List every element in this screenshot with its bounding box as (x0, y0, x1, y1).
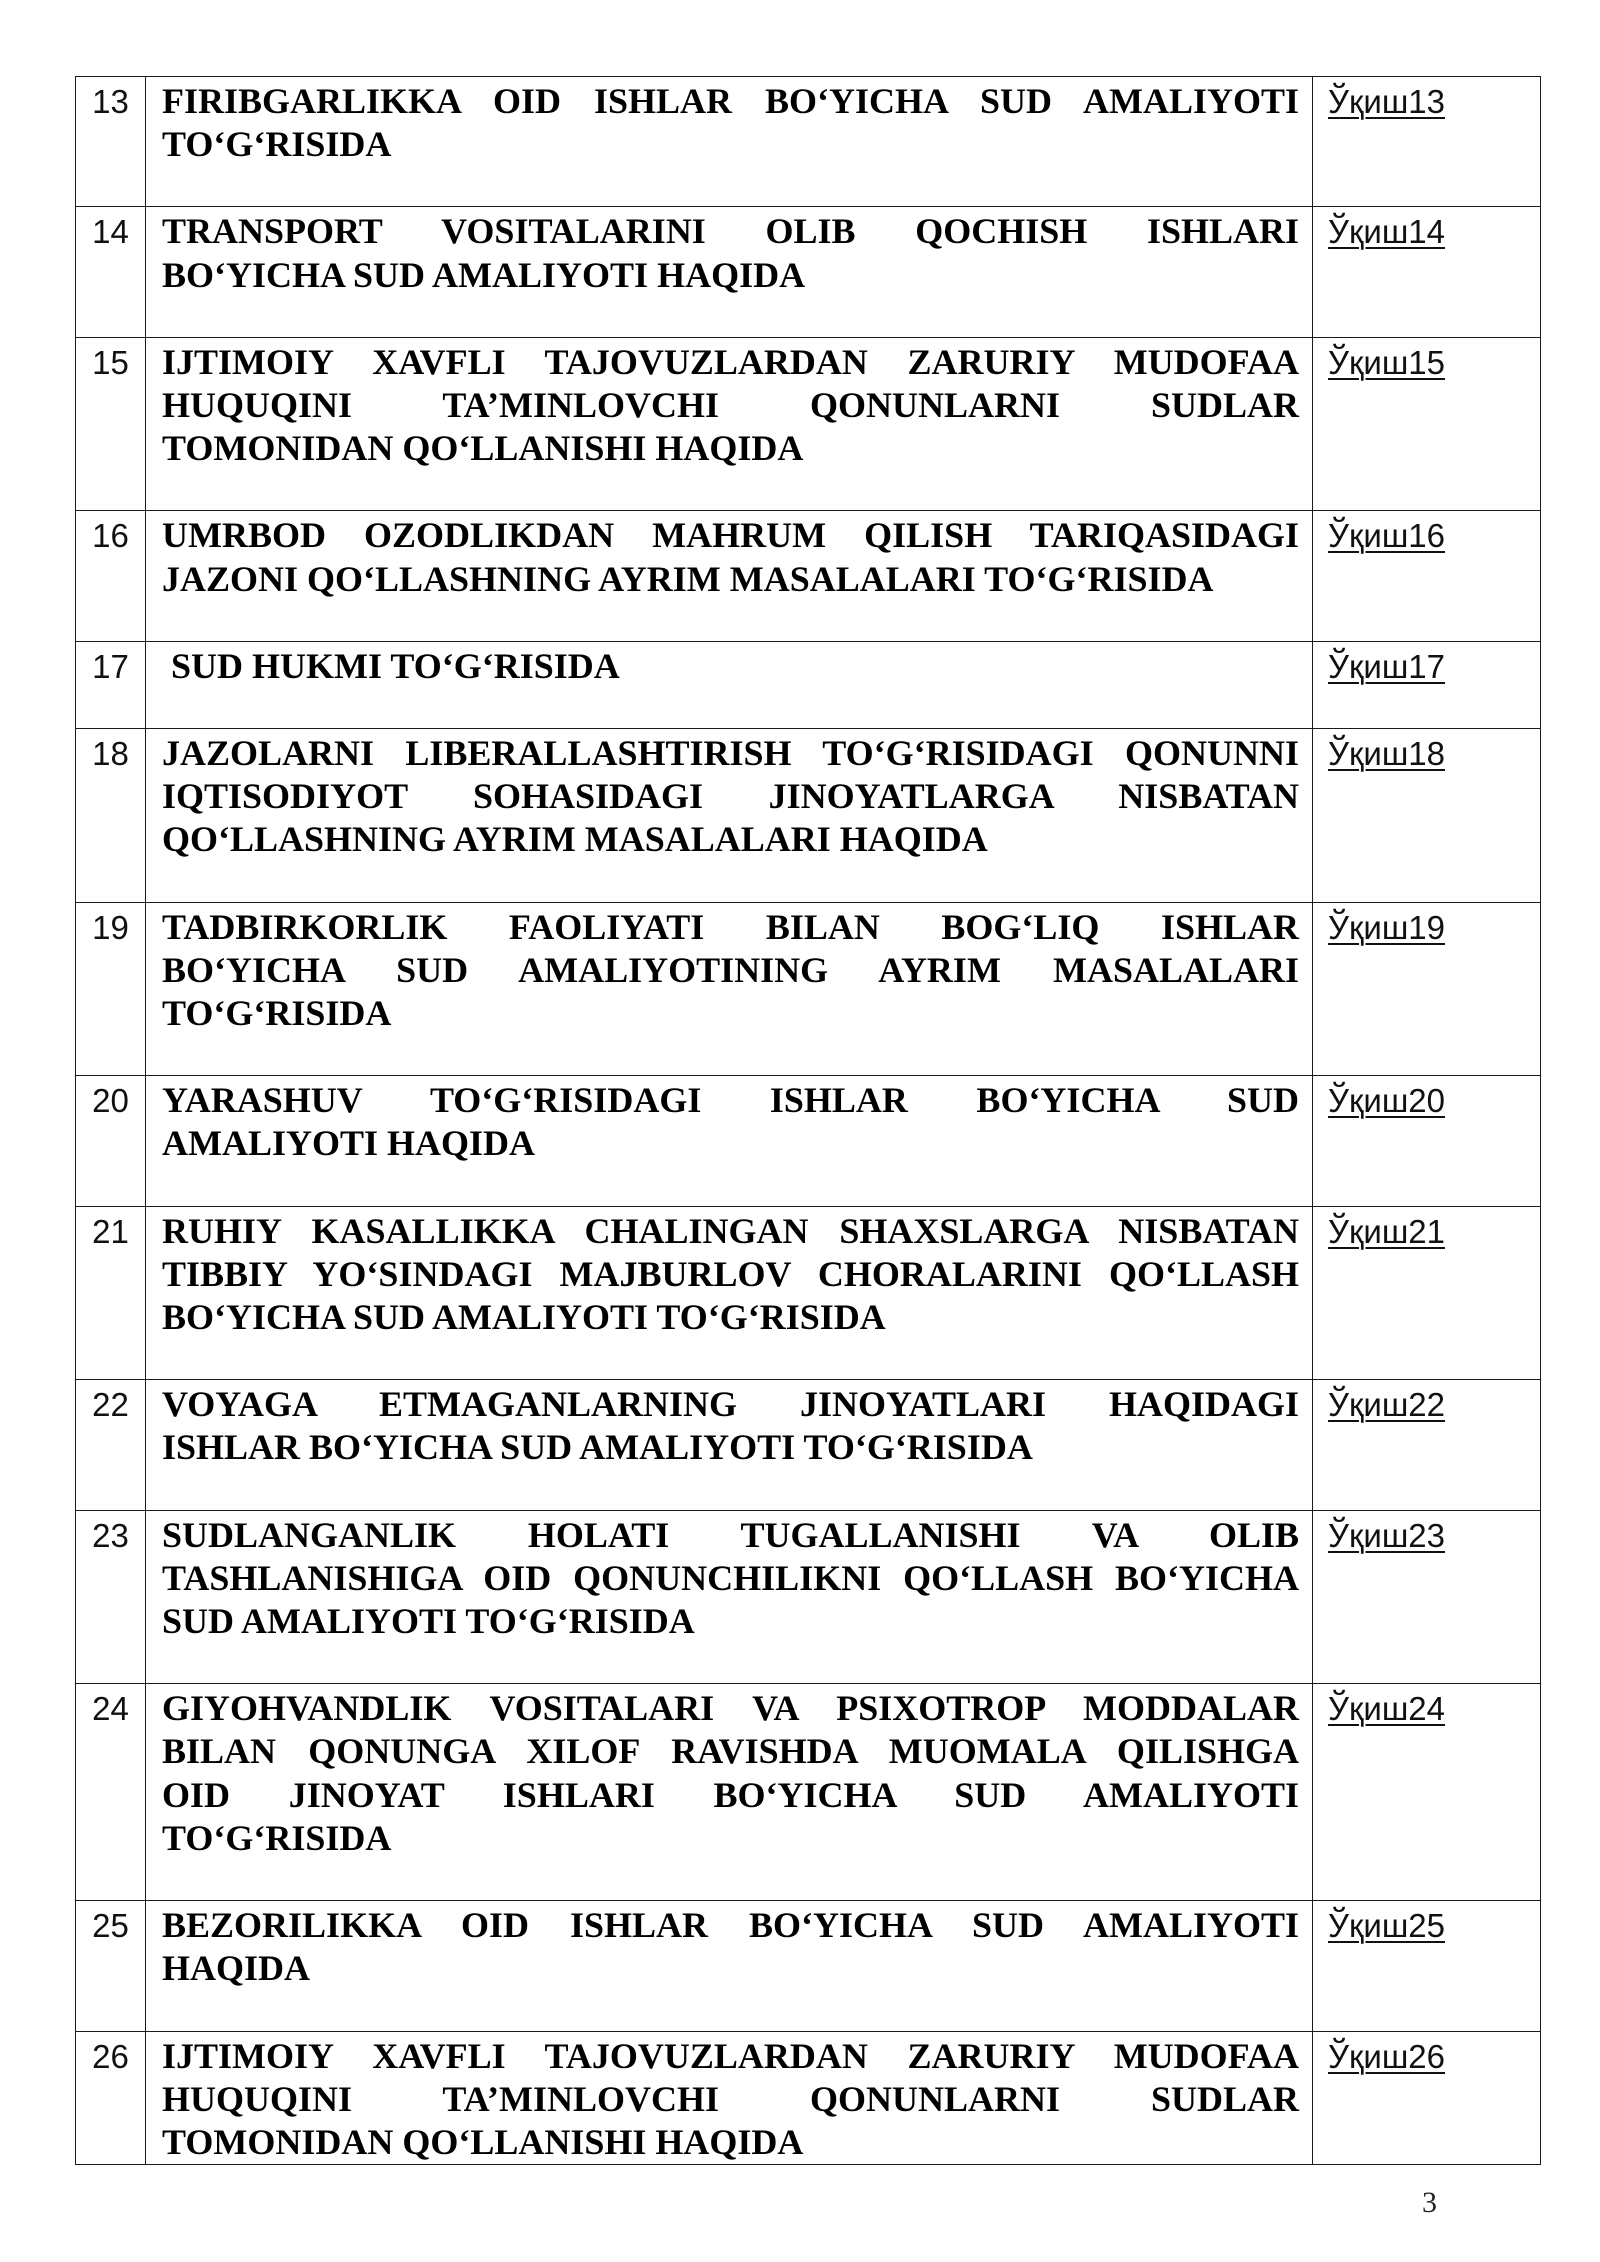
row-title-line: HUQUQINI TA’MINLOVCHI QONUNLARNI SUDLAR (162, 385, 1299, 426)
row-number: 23 (76, 1510, 146, 1684)
read-link[interactable]: Ўқиш13 (1328, 83, 1446, 120)
row-number: 14 (76, 207, 146, 337)
row-number: 22 (76, 1380, 146, 1510)
row-link-cell (1313, 1380, 1541, 1510)
row-link-cell (1313, 207, 1541, 337)
read-link[interactable]: Ўқиш20 (1328, 1082, 1446, 1120)
row-title-line: HUQUQINI TA’MINLOVCHI QONUNLARNI SUDLAR (162, 2078, 1299, 2119)
row-number: 20 (76, 1076, 146, 1206)
row-title-line: SUD HUKMI TO‘G‘RISIDA (162, 645, 620, 686)
table-row (76, 207, 1541, 337)
table-row (76, 729, 1541, 903)
row-link-cell (1313, 77, 1541, 207)
read-link[interactable]: Ўқиш19 (1328, 908, 1446, 946)
row-title-line: IJTIMOIY XAVFLI TAJOVUZLARDAN ZARURIY MUDOFAA (162, 2035, 1299, 2076)
table-row (76, 641, 1541, 728)
row-title-line: OID JINOYAT ISHLARI BO‘YICHA SUD AMALIYOTI (162, 1774, 1299, 1815)
row-link-cell (1313, 2031, 1541, 2165)
row-title-line: BO‘YICHA SUD AMALIYOTI HAQIDA (162, 254, 806, 295)
table-row (76, 337, 1541, 511)
row-title-line: FIRIBGARLIKKA OID ISHLAR BO‘YICHA SUD AMALIYOTI (162, 81, 1299, 121)
row-number: 13 (76, 77, 146, 207)
table-row (76, 1206, 1541, 1380)
row-title (146, 1380, 1313, 1510)
rulings-table-body (76, 77, 1541, 2165)
table-row (76, 511, 1541, 641)
read-link[interactable]: Ўқиш21 (1328, 1212, 1446, 1250)
read-link[interactable]: Ўқиш18 (1328, 735, 1446, 773)
row-title-line: TRANSPORT VOSITALARINI OLIB QOCHISH ISHLARI (162, 211, 1299, 252)
row-title (146, 207, 1313, 337)
read-link[interactable]: Ўқиш23 (1328, 1516, 1446, 1554)
row-title (146, 511, 1313, 641)
row-title-line: TADBIRKORLIK FAOLIYATI BILAN BOG‘LIQ ISHLAR (162, 906, 1299, 947)
row-number: 16 (76, 511, 146, 641)
row-title-line: BILAN QONUNGA XILOF RAVISHDA MUOMALA QILISHGA (162, 1731, 1299, 1772)
row-title-line: YARASHUV TO‘G‘RISIDAGI ISHLAR BO‘YICHA SUD (162, 1080, 1299, 1121)
row-title-line: BEZORILIKKA OID ISHLAR BO‘YICHA SUD AMALIYOTI (162, 1905, 1299, 1946)
row-link-cell (1313, 1684, 1541, 1901)
row-title-line: JAZOLARNI LIBERALLASHTIRISH TO‘G‘RISIDAGI QONUNNI (162, 733, 1299, 774)
row-number: 15 (76, 337, 146, 511)
page-number: 3 (1422, 2186, 1437, 2219)
table-row (76, 77, 1541, 207)
row-title (146, 1684, 1313, 1901)
read-link[interactable]: Ўқиш24 (1328, 1690, 1446, 1728)
row-link-cell (1313, 641, 1541, 728)
read-link[interactable]: Ўқиш14 (1328, 213, 1446, 251)
row-title-line: HAQIDA (162, 1948, 311, 1989)
row-title-line: QO‘LLASHNING AYRIM MASALALARI HAQIDA (162, 819, 988, 860)
row-title (146, 2031, 1313, 2165)
row-title-line: TOMONIDAN QO‘LLANISHI HAQIDA (162, 428, 804, 469)
row-title-line: ISHLAR BO‘YICHA SUD AMALIYOTI TO‘G‘RISIDA (162, 1427, 1033, 1468)
read-link[interactable]: Ўқиш22 (1328, 1386, 1446, 1424)
row-link-cell (1313, 337, 1541, 511)
row-link-cell (1313, 1510, 1541, 1684)
row-title-line: BO‘YICHA SUD AMALIYOTINING AYRIM MASALALARI (162, 949, 1299, 990)
row-title (146, 902, 1313, 1076)
row-title-line: TO‘G‘RISIDA (162, 124, 392, 165)
table-row (76, 1380, 1541, 1510)
row-title (146, 1510, 1313, 1684)
table-row (76, 902, 1541, 1076)
row-title-line: TOMONIDAN QO‘LLANISHI HAQIDA (162, 2121, 804, 2162)
row-title-line: AMALIYOTI HAQIDA (162, 1123, 536, 1164)
row-title (146, 1206, 1313, 1380)
row-number: 18 (76, 729, 146, 903)
row-title-line: TO‘G‘RISIDA (162, 993, 392, 1034)
row-title-line: IJTIMOIY XAVFLI TAJOVUZLARDAN ZARURIY MUDOFAA (162, 341, 1299, 382)
table-row (76, 1901, 1541, 2031)
row-title-line: IQTISODIYOT SOHASIDAGI JINOYATLARGA NISBATAN (162, 776, 1299, 817)
row-title (146, 337, 1313, 511)
row-number: 19 (76, 902, 146, 1076)
document-page (75, 76, 1540, 2165)
row-title-line: TO‘G‘RISIDA (162, 1817, 392, 1858)
row-link-cell (1313, 902, 1541, 1076)
row-number: 21 (76, 1206, 146, 1380)
row-title-line: VOYAGA ETMAGANLARNING JINOYATLARI HAQIDAGI (162, 1384, 1299, 1425)
row-title-line: UMRBOD OZODLIKDAN MAHRUM QILISH TARIQASIDAGI (162, 515, 1299, 556)
row-title-line: BO‘YICHA SUD AMALIYOTI TO‘G‘RISIDA (162, 1297, 886, 1338)
row-number: 17 (76, 641, 146, 728)
row-title (146, 1076, 1313, 1206)
row-link-cell (1313, 1206, 1541, 1380)
read-link[interactable]: Ўқиш16 (1328, 517, 1446, 555)
table-row (76, 1510, 1541, 1684)
row-title-line: GIYOHVANDLIK VOSITALARI VA PSIXOTROP MODDALAR (162, 1688, 1299, 1729)
table-row (76, 2031, 1541, 2165)
row-link-cell (1313, 1076, 1541, 1206)
read-link[interactable]: Ўқиш26 (1328, 2037, 1446, 2075)
row-title (146, 729, 1313, 903)
row-link-cell (1313, 1901, 1541, 2031)
read-link[interactable]: Ўқиш25 (1328, 1907, 1446, 1945)
row-title-line: SUDLANGANLIK HOLATI TUGALLANISHI VA OLIB (162, 1514, 1299, 1555)
row-title-line: TIBBIY YO‘SINDAGI MAJBURLOV CHORALARINI QO‘LLASH (162, 1253, 1299, 1294)
row-title-line: RUHIY KASALLIKKA CHALINGAN SHAXSLARGA NISBATAN (162, 1210, 1299, 1251)
row-title-line: TASHLANISHIGA OID QONUNCHILIKNI QO‘LLASH BO‘YICHA (162, 1557, 1299, 1598)
row-number: 25 (76, 1901, 146, 2031)
table-row (76, 1684, 1541, 1901)
row-title (146, 77, 1313, 207)
row-link-cell (1313, 729, 1541, 903)
read-link[interactable]: Ўқиш15 (1328, 343, 1446, 381)
row-number: 26 (76, 2031, 146, 2165)
table-row (76, 1076, 1541, 1206)
row-number: 24 (76, 1684, 146, 1901)
row-title (146, 1901, 1313, 2031)
row-link-cell (1313, 511, 1541, 641)
read-link[interactable]: Ўқиш17 (1328, 647, 1446, 685)
row-title (146, 641, 1313, 728)
row-title-line: JAZONI QO‘LLASHNING AYRIM MASALALARI TO‘G‘RISIDA (162, 558, 1214, 599)
rulings-table (75, 76, 1541, 2165)
row-title-line: SUD AMALIYOTI TO‘G‘RISIDA (162, 1601, 695, 1642)
